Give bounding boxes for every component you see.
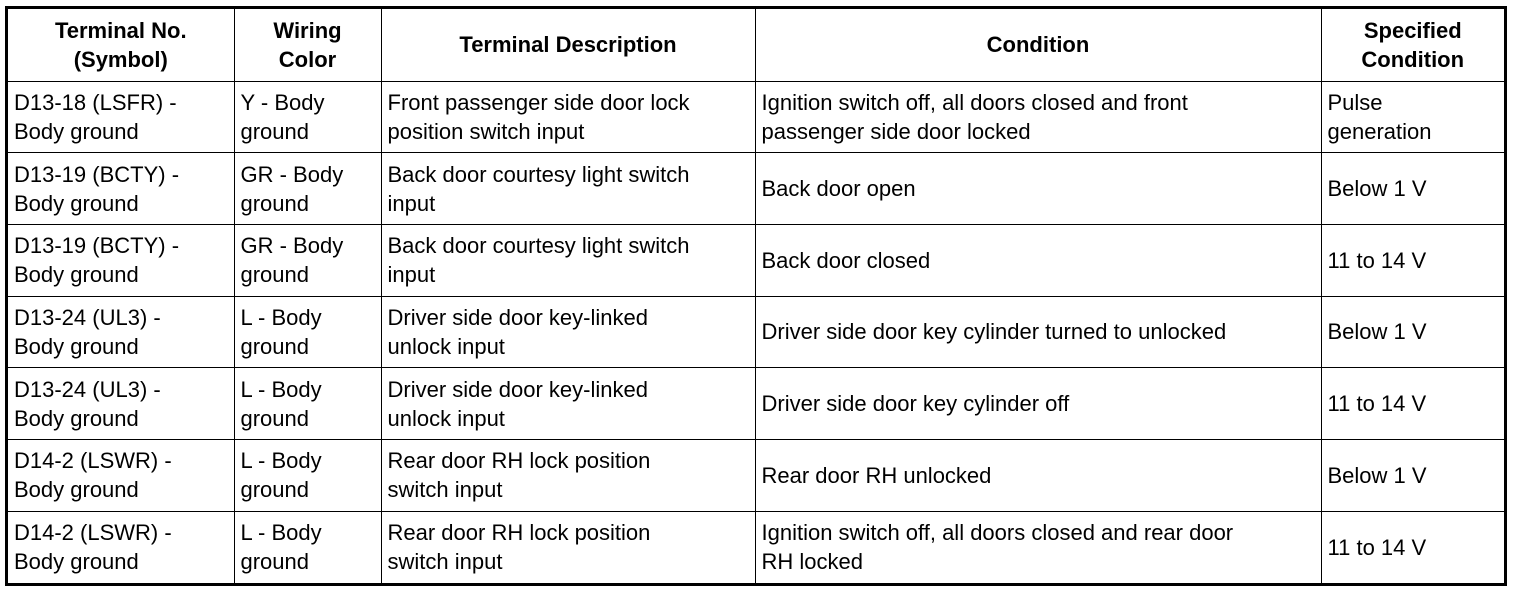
cell-wiring-text: GR - Body ground	[240, 233, 344, 288]
table-row	[8, 153, 1504, 225]
cell-terminal	[8, 153, 234, 225]
cell-terminal-text: D13-24 (UL3) - Body ground	[14, 376, 161, 431]
cell-description	[381, 511, 755, 583]
header-specified-condition	[1321, 9, 1504, 81]
table-row	[8, 368, 1504, 440]
cell-terminal	[8, 368, 234, 440]
cell-description	[381, 368, 755, 440]
cell-wiring	[234, 440, 381, 512]
cell-description	[381, 153, 755, 225]
cell-wiring-text: L - Body ground	[240, 304, 322, 359]
cell-condition	[755, 368, 1321, 440]
cell-condition	[755, 296, 1321, 368]
cell-description	[381, 224, 755, 296]
cell-specified-text: 11 to 14 V	[1327, 534, 1427, 560]
cell-specified-text: Pulse generation	[1327, 89, 1432, 144]
cell-specified-text: 11 to 14 V	[1327, 391, 1427, 417]
cell-condition-text: Back door open	[761, 176, 916, 202]
cell-condition	[755, 440, 1321, 512]
cell-specified-text: 11 to 14 V	[1327, 247, 1427, 273]
header-terminal-description-label: Terminal Description	[459, 32, 677, 58]
cell-condition	[755, 153, 1321, 225]
cell-terminal-text: D13-18 (LSFR) - Body ground	[14, 89, 177, 144]
header-terminal-no	[8, 9, 234, 81]
cell-wiring-text: GR - Body ground	[240, 161, 344, 216]
header-terminal-no-label: Terminal No. (Symbol)	[54, 17, 187, 72]
cell-condition-text: Back door closed	[761, 247, 931, 273]
terminal-spec-table	[8, 9, 1504, 583]
cell-description-text: Driver side door key-linked unlock input	[387, 304, 648, 359]
header-terminal-description	[381, 9, 755, 81]
cell-description	[381, 440, 755, 512]
cell-terminal-text: D13-19 (BCTY) - Body ground	[14, 233, 180, 288]
table-row	[8, 440, 1504, 512]
cell-specified	[1321, 440, 1504, 512]
cell-wiring-text: Y - Body ground	[240, 89, 325, 144]
cell-terminal-text: D14-2 (LSWR) - Body ground	[14, 448, 172, 503]
table-row	[8, 81, 1504, 153]
cell-wiring	[234, 224, 381, 296]
cell-condition-text: Rear door RH unlocked	[761, 462, 992, 488]
header-specified-condition-label: Specified Condition	[1361, 17, 1465, 72]
cell-specified	[1321, 153, 1504, 225]
cell-specified	[1321, 511, 1504, 583]
table-row	[8, 224, 1504, 296]
cell-terminal	[8, 511, 234, 583]
cell-description-text: Back door courtesy light switch input	[387, 161, 690, 216]
cell-terminal	[8, 296, 234, 368]
cell-wiring	[234, 368, 381, 440]
cell-specified-text: Below 1 V	[1327, 319, 1427, 345]
cell-condition-text: Ignition switch off, all doors closed and front passenger side door locked	[761, 89, 1188, 144]
cell-condition-text: Ignition switch off, all doors closed and rear door RH locked	[761, 520, 1234, 575]
cell-condition	[755, 511, 1321, 583]
cell-wiring	[234, 511, 381, 583]
cell-specified	[1321, 81, 1504, 153]
cell-terminal	[8, 224, 234, 296]
cell-description-text: Front passenger side door lock position switch input	[387, 89, 690, 144]
cell-condition	[755, 81, 1321, 153]
cell-condition	[755, 224, 1321, 296]
cell-wiring	[234, 296, 381, 368]
cell-terminal	[8, 440, 234, 512]
cell-terminal-text: D14-2 (LSWR) - Body ground	[14, 520, 172, 575]
cell-wiring-text: L - Body ground	[240, 520, 322, 575]
cell-terminal-text: D13-19 (BCTY) - Body ground	[14, 161, 180, 216]
cell-specified	[1321, 368, 1504, 440]
cell-condition-text: Driver side door key cylinder off	[761, 391, 1070, 417]
cell-wiring-text: L - Body ground	[240, 376, 322, 431]
cell-specified	[1321, 296, 1504, 368]
header-condition-label: Condition	[986, 32, 1090, 58]
cell-specified-text: Below 1 V	[1327, 462, 1427, 488]
cell-specified	[1321, 224, 1504, 296]
header-wiring-color	[234, 9, 381, 81]
cell-wiring-text: L - Body ground	[240, 448, 322, 503]
cell-description-text: Driver side door key-linked unlock input	[387, 376, 648, 431]
cell-terminal	[8, 81, 234, 153]
header-wiring-color-label: Wiring Color	[273, 17, 342, 72]
cell-wiring	[234, 81, 381, 153]
cell-description-text: Back door courtesy light switch input	[387, 233, 690, 288]
cell-condition-text: Driver side door key cylinder turned to unlocked	[761, 319, 1227, 345]
cell-wiring	[234, 153, 381, 225]
cell-specified-text: Below 1 V	[1327, 176, 1427, 202]
table-row	[8, 511, 1504, 583]
cell-description-text: Rear door RH lock position switch input	[387, 448, 651, 503]
cell-description	[381, 81, 755, 153]
table-header-row	[8, 9, 1504, 81]
cell-description-text: Rear door RH lock position switch input	[387, 520, 651, 575]
table-frame	[5, 6, 1507, 586]
table-row	[8, 296, 1504, 368]
header-condition	[755, 9, 1321, 81]
cell-terminal-text: D13-24 (UL3) - Body ground	[14, 304, 161, 359]
cell-description	[381, 296, 755, 368]
